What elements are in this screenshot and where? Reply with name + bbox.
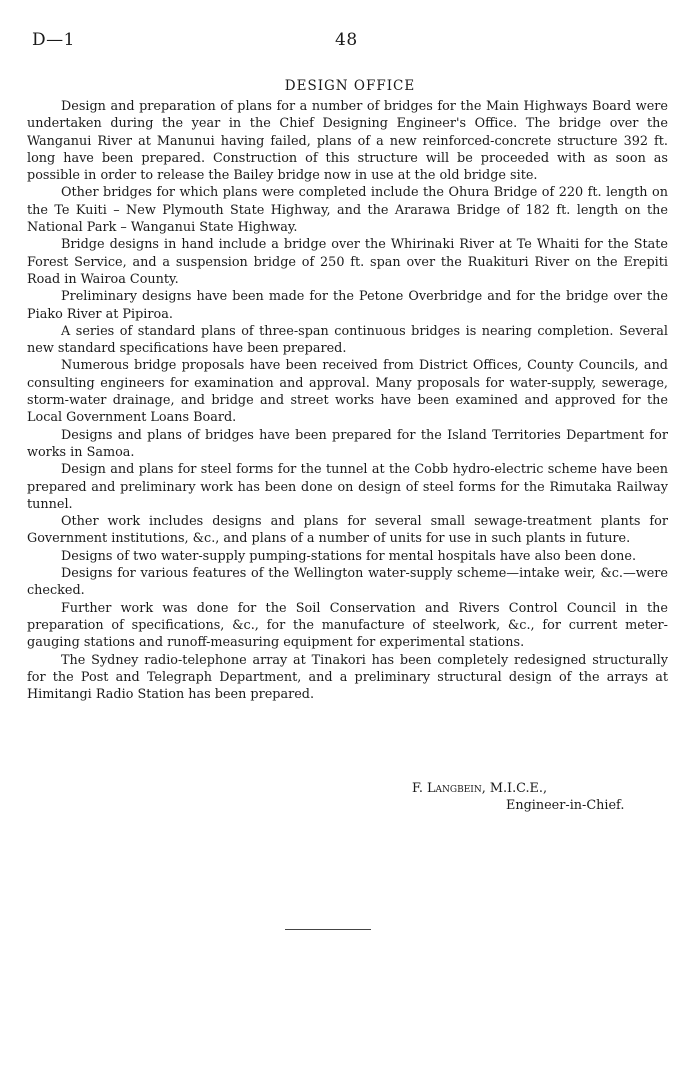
signatory-title: Engineer-in-Chief.	[506, 798, 625, 814]
section-title: DESIGN OFFICE	[284, 78, 416, 94]
paragraph: Design and plans for steel forms for the tunnel at the Cobb hydro-electric scheme have been prepared and preliminary work has been done on design of steel forms for the Rimutaka Railway tunnel.	[27, 462, 668, 512]
paragraph: Other bridges for which plans were completed include the Ohura Bridge of 220 ft. length on the Te Kuiti – New Plymouth State Highway, and the Ararawa Bridge of 182 ft. length on the National Park – Wanganui State Highway.	[27, 185, 668, 236]
paragraph: Numerous bridge proposals have been received from District Offices, County Councils, and consulting engineers for examination and approval. Many proposals for water-supply, sewerage, storm-water drainage, and bridge and street works have been examined and approved for the Local Government Loans Board.	[27, 358, 668, 426]
closing-rule	[285, 929, 371, 930]
signatory-surname: Langbein	[427, 781, 482, 796]
signature-block	[412, 780, 672, 815]
paragraph: Other work includes designs and plans for several small sewage-treatment plants for Government institutions, &c., and plans of a number of units for use in such plants in future.	[27, 514, 668, 547]
paragraph: Designs and plans of bridges have been prepared for the Island Territories Department for works in Samoa.	[27, 427, 668, 460]
paragraph: Design and preparation of plans for a number of bridges for the Main Highways Board were undertaken during the year in the Chief Designing Engineer's Office. The bridge over the Wanganui River at Manunui having failed, plans of a new reinforced-concrete structure 392 ft. long have been prepared. Construction of this structure will be proceeded with as soon as possible in order to release the Bailey bridge now in use at the old bridge site.	[27, 99, 668, 184]
document-code: D—1	[32, 30, 75, 50]
signatory-name	[412, 780, 672, 797]
paragraph: Further work was done for the Soil Conservation and Rivers Control Council in the preparation of specifications, &c., for the manufacture of steelwork, &c., for current meter-gauging stations and runoff-measuring equipment for experimental stations.	[27, 600, 668, 651]
paragraph: Designs of two water-supply pumping-stations for mental hospitals have also been done.	[61, 548, 637, 564]
signatory-qualification: , M.I.C.E.,	[481, 781, 548, 796]
paragraph: Bridge designs in hand include a bridge over the Whirinaki River at Te Whaiti for the State Forest Service, and a suspension bridge of 250 ft. span over the Ruakituri River on the Erepiti Road in Wairoa County.	[27, 237, 668, 287]
paragraph: Designs for various features of the Wellington water-supply scheme—intake weir, &c.—were checked.	[27, 566, 668, 599]
body-text	[27, 98, 668, 703]
signatory-initial: F.	[412, 781, 423, 796]
page-header	[32, 30, 672, 54]
paragraph: Preliminary designs have been made for the Petone Overbridge and for the bridge over the Piako River at Pipiroa.	[27, 289, 668, 322]
paragraph: A series of standard plans of three-span continuous bridges is nearing completion. Several new standard specifications have been prepared.	[27, 323, 668, 357]
paragraph: The Sydney radio-telephone array at Tinakori has been completely redesigned structurally for the Post and Telegraph Department, and a preliminary structural design of the arrays at Himitangi Radio Station has been prepared.	[27, 652, 668, 703]
page-number: 48	[335, 30, 358, 50]
